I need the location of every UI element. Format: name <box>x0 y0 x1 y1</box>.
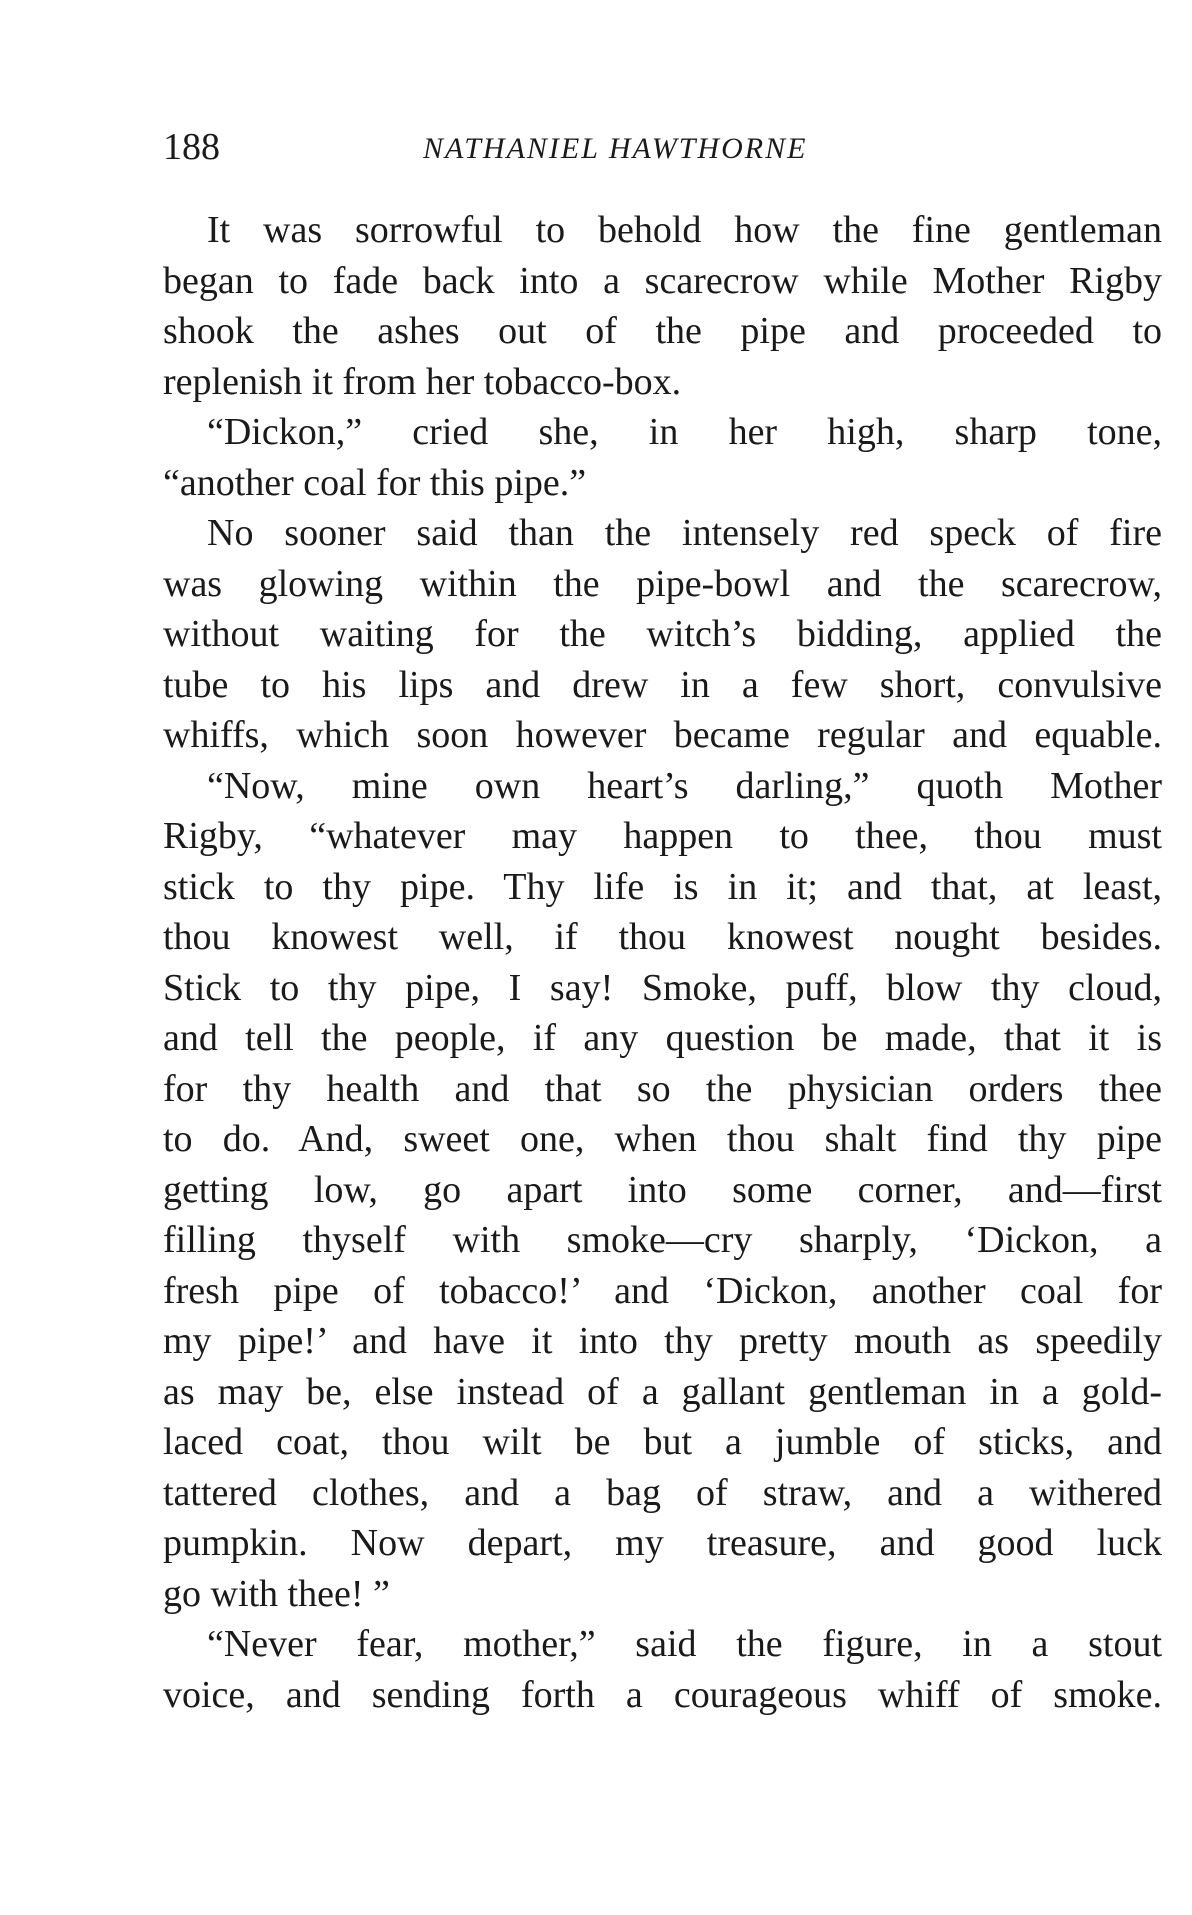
text-line: voice, and sending forth a courageous whiff of smoke. <box>163 1673 1162 1716</box>
text-line: without waiting for the witch’s bidding, applied the <box>163 613 1162 655</box>
text-line: “another coal for this pipe.” <box>163 461 587 504</box>
running-head: NATHANIEL HAWTHORNE <box>423 132 808 165</box>
text-line: began to fade back into a scarecrow while Mother Rigby <box>163 259 1162 302</box>
text-line: It was sorrowful to behold how the fine gentleman <box>207 209 1162 251</box>
text-line: “Now, mine own heart’s darling,” quoth Mother <box>207 764 1162 807</box>
text-line: go with thee! ” <box>163 1572 390 1615</box>
text-line: “Never fear, mother,” said the figure, in a stout <box>207 1623 1162 1665</box>
text-line: to do. And, sweet one, when thou shalt find thy pipe <box>163 1118 1162 1160</box>
text-line: fresh pipe of tobacco!’ and ‘Dickon, another coal for <box>163 1269 1162 1312</box>
text-line: tube to his lips and drew in a few short, convulsive <box>163 663 1162 706</box>
text-line: as may be, else instead of a gallant gentleman in a gold- <box>163 1370 1162 1413</box>
text-line: filling thyself with smoke—cry sharply, ‘Dickon, a <box>163 1219 1162 1261</box>
text-line: and tell the people, if any question be made, that it is <box>163 1017 1162 1059</box>
text-line: replenish it from her tobacco-box. <box>163 360 682 403</box>
text-line: for thy health and that so the physician orders thee <box>163 1067 1162 1110</box>
text-line: getting low, go apart into some corner, and—first <box>163 1168 1162 1211</box>
text-line: whiffs, which soon however became regular and equable. <box>163 714 1162 756</box>
text-line: “Dickon,” cried she, in her high, sharp tone, <box>207 411 1162 453</box>
text-line: was glowing within the pipe-bowl and the scarecrow, <box>163 562 1162 605</box>
text-line: laced coat, thou wilt be but a jumble of sticks, and <box>163 1421 1162 1463</box>
text-line: thou knowest well, if thou knowest nought besides. <box>163 916 1162 958</box>
text-line: my pipe!’ and have it into thy pretty mouth as speedily <box>163 1320 1162 1362</box>
text-line: Stick to thy pipe, I say! Smoke, puff, blow thy cloud, <box>163 966 1162 1009</box>
page-number: 188 <box>163 126 220 168</box>
text-line: shook the ashes out of the pipe and proceeded to <box>163 310 1162 352</box>
body-text <box>163 205 1162 1720</box>
text-line: No sooner said than the intensely red speck of fire <box>207 512 1162 554</box>
page-header <box>163 122 1162 172</box>
text-line: tattered clothes, and a bag of straw, and a withered <box>163 1471 1162 1514</box>
text-line: pumpkin. Now depart, my treasure, and good luck <box>163 1522 1162 1564</box>
text-line: Rigby, “whatever may happen to thee, thou must <box>163 815 1162 857</box>
text-line: stick to thy pipe. Thy life is in it; and that, at least, <box>163 865 1162 908</box>
